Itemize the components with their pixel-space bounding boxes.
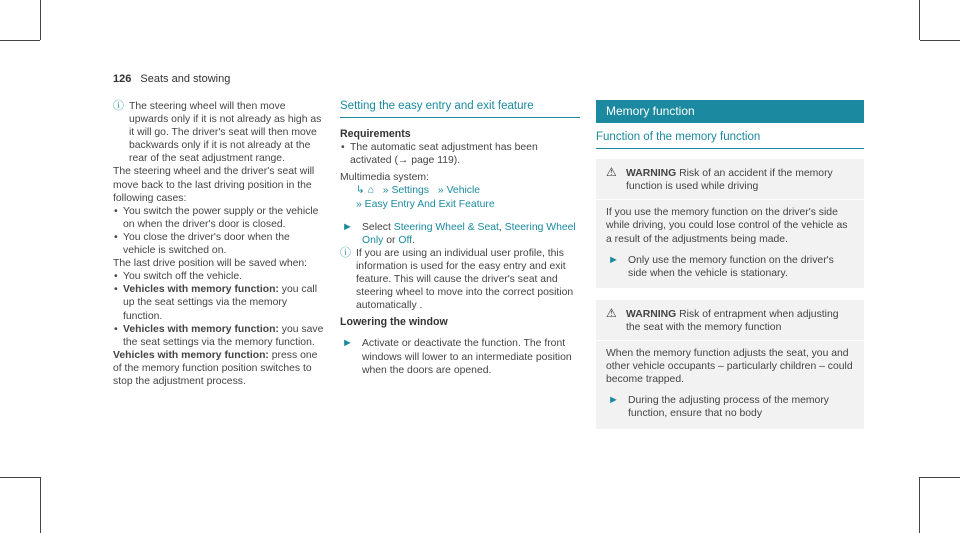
warning-header	[596, 159, 864, 200]
column-left	[113, 100, 325, 388]
step-arrow-icon: ►	[608, 394, 619, 407]
nav-settings: Settings	[391, 185, 429, 197]
lowering-heading: Lowering the window	[340, 316, 448, 329]
crop-mark	[920, 40, 960, 41]
list-item: • You close the driver's door when the vehicle is switched on.	[113, 231, 325, 257]
column-middle	[340, 100, 580, 377]
warning-title: Risk of entrapment when adjusting the seat with the memory function	[626, 308, 839, 333]
multimedia-label: Multimedia system:	[340, 172, 429, 184]
step	[340, 337, 580, 376]
info-icon: ⓘ	[113, 100, 124, 112]
step-arrow-icon: ►	[342, 220, 353, 233]
bold-label: Vehicles with memory function:	[123, 323, 279, 335]
return-arrow-icon: ↳	[356, 185, 365, 197]
list-text: you call up the seat settings via the memory function.	[123, 284, 318, 322]
page-header	[113, 73, 230, 85]
warning-title: Risk of an accident if the memory function is used while driving	[626, 168, 833, 193]
paragraph: The steering wheel and the driver's seat will move back to the last driving position in the following cases:	[113, 166, 315, 204]
crop-mark	[40, 477, 41, 533]
list-item: • The automatic seat adjustment has been activated (→ page 119).	[340, 141, 580, 167]
requirements-heading: Requirements	[340, 128, 411, 141]
warning-label: WARNING	[626, 308, 677, 320]
info-note	[340, 247, 580, 312]
nav-vehicle: Vehicle	[446, 185, 481, 197]
bold-label: Vehicles with memory function:	[113, 349, 269, 361]
warning-triangle-icon: ⚠	[606, 165, 617, 180]
step-text: Activate or deactivate the function. The front windows will lower to an intermediate position when the doors are opened.	[362, 338, 572, 376]
warning-body	[596, 200, 864, 287]
list-item	[113, 283, 325, 322]
double-chevron-icon: »	[356, 198, 362, 210]
paragraph: The last drive position will be saved when:	[113, 258, 308, 270]
step-text: During the adjusting process of the memory function, ensure that no body	[628, 395, 829, 420]
warning-box	[596, 300, 864, 429]
list-text: you save the seat settings via the memory function.	[123, 323, 324, 348]
option-link: Off	[398, 234, 413, 246]
info-text: If you are using an individual user profile, this information is used for the easy entry and exit feature. This will cause the driver's seat and steering wheel to move into the correct position automatically .	[356, 247, 574, 312]
warning-label: WARNING	[626, 168, 677, 180]
crop-mark	[919, 477, 920, 533]
step-arrow-icon: ►	[608, 253, 619, 266]
step	[606, 254, 854, 280]
list-item	[113, 323, 325, 349]
info-text: The steering wheel will then move upwards only if it is not already as high as it will go. The driver's seat will then move backwards only if it is not already at the rear of the seat adjustment range.	[129, 101, 322, 165]
section-heading: Function of the memory function	[596, 131, 864, 149]
chapter-bar: Memory function	[596, 100, 864, 123]
step-text: Only use the memory function on the driver's side when the vehicle is stationary.	[628, 254, 834, 279]
double-chevron-icon: »	[437, 185, 444, 197]
info-icon: ⓘ	[340, 246, 351, 259]
step-arrow-icon: ►	[342, 337, 353, 350]
column-right	[596, 100, 864, 429]
section-heading: Setting the easy entry and exit feature	[340, 100, 580, 118]
list-item: • You switch the power supply or the vehicle on when the driver's door is closed.	[113, 205, 325, 231]
step: ► Select Steering Wheel & Seat, Steering Wheel Only or Off.	[342, 220, 576, 246]
section-title: Seats and stowing	[140, 73, 231, 85]
step	[606, 394, 854, 420]
step-text: or	[386, 234, 396, 246]
double-chevron-icon: »	[382, 185, 389, 197]
option-link: Steering Wheel Only	[362, 221, 576, 246]
page-number: 126	[113, 73, 132, 85]
bullet-list	[113, 205, 325, 257]
step-text: Select	[362, 221, 391, 233]
crop-mark	[0, 40, 40, 41]
info-note	[113, 100, 325, 165]
warning-triangle-icon: ⚠	[606, 305, 617, 320]
requirements-list	[340, 141, 580, 167]
crop-mark	[0, 477, 40, 478]
warning-header	[596, 300, 864, 341]
crop-mark	[919, 0, 920, 40]
home-icon: ⌂	[367, 185, 374, 197]
crop-mark	[40, 0, 41, 40]
paragraph	[113, 349, 325, 388]
nav-path	[340, 184, 580, 210]
nav-easy-entry: Easy Entry And Exit Feature	[364, 198, 495, 210]
bold-label: Vehicles with memory function:	[123, 284, 279, 296]
list-item: • You switch off the vehicle.	[113, 270, 325, 283]
option-link: Steering Wheel & Seat	[393, 221, 499, 233]
warning-body	[596, 341, 864, 428]
warning-text: When the memory function adjusts the seat, you and other vehicle occupants – particularly children – could become trapped.	[606, 348, 853, 386]
warning-box	[596, 159, 864, 288]
warning-text: If you use the memory function on the driver's side while driving, you could lose control of the vehicle as a result of the adjustments being made.	[606, 207, 848, 245]
crop-mark	[920, 477, 960, 478]
paragraph-text: press one of the memory function position switches to stop the adjustment process.	[113, 349, 318, 387]
bullet-list	[113, 270, 325, 349]
